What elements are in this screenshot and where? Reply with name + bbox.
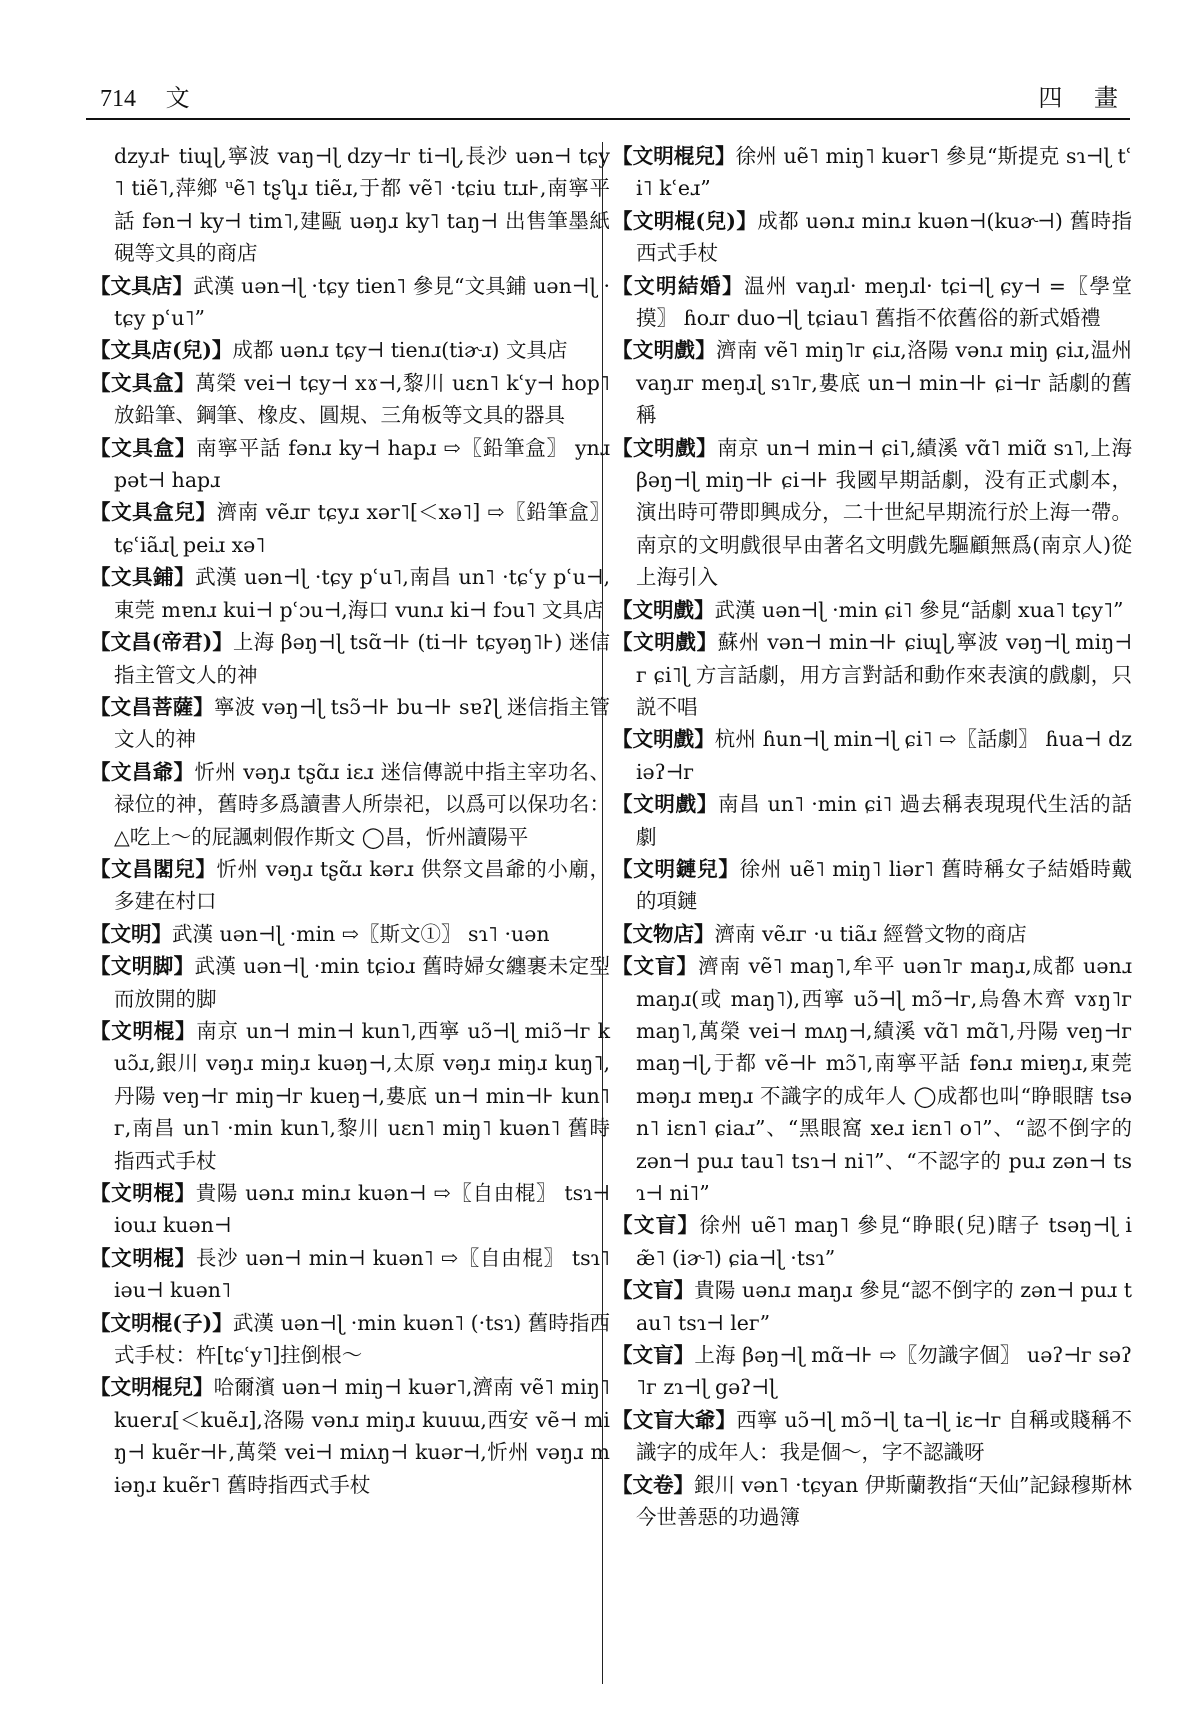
dictionary-entry — [612, 1209, 1132, 1274]
dictionary-entry — [90, 270, 610, 335]
entry-text: 成都 uənɹ tɕy⊣ tienɹ(tiɚɹ) 文具店 — [232, 338, 568, 363]
entry-text: 徐州 uẽ˥ maŋ˥ 參見“睁眼(兒)瞎子 tsəŋ⊣ɭ iæ̃˥ (iɚ˥) ɕia⊣ɭ ·tsɿ” — [636, 1213, 1132, 1270]
dictionary-entry — [612, 1274, 1132, 1339]
entry-text: 西寧 uɔ̃⊣ɭ mɔ̃⊣ɭ ta⊣ɭ iɛ⊣ᴦ 自稱或賤稱不識字的成年人：我是個～，字不認識呀 — [636, 1407, 1132, 1465]
entry-text: 濟南 vẽ˥ miŋ˥ᴦ ɕiɹ,洛陽 vənɹ miŋ ɕiɹ,温州 vaŋɹᴦ meŋɹɭ sɿ˥ᴦ,婁底 un⊣ min⊣⊦ ɕi⊣ᴦ 話劇的舊稱 — [636, 338, 1132, 428]
entry-text: 南寧平話 fənɹ ky⊣ hapɹ ⇨〖鉛筆盒〗 ynɹ pət⊣ hapɹ — [114, 435, 611, 493]
dictionary-entry — [90, 1242, 610, 1307]
entry-headword: 【文明棍】 — [90, 1181, 196, 1205]
left-column — [90, 140, 610, 1501]
radical-label: 文 — [165, 84, 190, 112]
entry-text: 上海 βəŋ⊣ɭ mɑ̃⊣⊦ ⇨〖勿識字個〗 uəʔ⊣ᴦ səʔ˥ᴦ zɿ⊣ɭ gəʔ⊣ɭ — [636, 1343, 1133, 1400]
dictionary-entry — [90, 1307, 610, 1372]
entry-headword: 【文盲】 — [612, 1213, 700, 1238]
dictionary-entry — [612, 918, 1132, 950]
entry-headword: 【文明戲】 — [612, 597, 715, 622]
dictionary-entry — [90, 561, 610, 626]
entry-text: 徐州 uẽ˥ miŋ˥ kuər˥ 參見“斯提克 sɿ⊣ɭ tʿi˥ kʿeɹ” — [636, 144, 1133, 201]
entry-headword: 【文物店】 — [612, 921, 715, 946]
entry-text: 濟南 vẽɹᴦ ·u tiãɹ 經營文物的商店 — [714, 921, 1027, 946]
dictionary-entry — [90, 1371, 610, 1501]
page-number: 714 — [100, 86, 136, 112]
entry-headword: 【文明戲】 — [612, 435, 718, 460]
entry-headword: 【文盲大爺】 — [612, 1407, 737, 1432]
dictionary-entry — [90, 691, 610, 756]
entry-text: 杭州 ɦun⊣ɭ min⊣ɭ ɕi˥ ⇨〖話劇〗 ɦua⊣ dziəʔ⊣ᴦ — [636, 727, 1132, 784]
dictionary-entry — [90, 140, 610, 270]
dictionary-entry — [612, 1404, 1132, 1469]
entry-text: 武漢 uən⊣ɭ ·min kuən˥ (·tsɿ) 舊時指西式手杖：杵[tɕʿy˥]拄倒根～ — [114, 1310, 610, 1368]
entry-headword: 【文明戲】 — [612, 792, 718, 817]
dictionary-entry — [90, 950, 610, 1015]
right-column — [612, 140, 1132, 1533]
entry-text: 濟南 vẽ˥ maŋ˥,牟平 uən˥ᴦ maŋɹ,成都 uənɹ maŋɹ(或 maŋ˥),西寧 uɔ̃⊣ɭ mɔ̃⊣ᴦ,烏魯木齊 vɤŋ˥ᴦ maŋ˥,萬榮 vei⊣ mʌŋ⊣,績溪 vɑ̃˥ mɑ̃˥,丹陽 veŋ⊣ᴦ maŋ⊣ɭ,于都 vẽ⊣⊦ mɔ̃˥,南寧平話 fənɹ miɐŋɹ,東莞 məŋɹ mɐŋɹ 不識字的成年人 ◯成都也叫“睁眼瞎 tsən˥ iɛn˥ ɕiaɹ”、“黑眼窩 xeɹ iɛn˥ o˥”、“認不倒字的 zən⊣ puɹ tau˥ tsɿ⊣ ni˥”、“不認字的 puɹ zən⊣ tsɿ⊣ ni˥” — [636, 954, 1132, 1205]
entry-headword: 【文明棍兒】 — [612, 144, 736, 168]
entry-headword: 【文具盒】 — [90, 435, 197, 460]
section-label: 四 畫 — [1038, 84, 1130, 112]
entry-text: 貴陽 uənɹ maŋɹ 參見“認不倒字的 zən⊣ puɹ tau˥ tsɿ⊣ leᴦ” — [636, 1278, 1132, 1335]
entry-text: 濟南 vẽɹᴦ tɕyɹ xər˥[＜xə˥] ⇨〖鉛筆盒〗 tɕʿiãɹɭ peiɹ xə˥ — [114, 500, 611, 557]
entry-text: 武漢 uən⊣ɭ ·tɕy tien˥ 參見“文具鋪 uən⊣ɭ ·tɕy pʿu˥” — [114, 273, 611, 331]
dictionary-entry — [612, 432, 1132, 594]
entry-text: 上海 βəŋ⊣ɭ tsɑ̃⊣⊦ (ti⊣⊦ tɕyəŋ˥⊦) 迷信指主管文人的神 — [114, 630, 610, 687]
entry-headword: 【文昌(帝君)】 — [90, 630, 234, 655]
entry-text: 寧波 vəŋ⊣ɭ tsɔ̃⊣⊦ bu⊣⊦ sɐʔɭ 迷信指主管文人的神 — [114, 694, 611, 752]
entry-headword: 【文昌菩薩】 — [90, 694, 214, 719]
entry-headword: 【文明棍】 — [90, 1018, 197, 1043]
dictionary-entry — [612, 626, 1132, 723]
entry-text: 徐州 uẽ˥ miŋ˥ liər˥ 舊時稱女子結婚時戴的項鏈 — [636, 856, 1132, 914]
entry-text: 武漢 uən⊣ɭ ·min ⇨〖斯文①〗 sɿ˥ ·uən — [172, 921, 550, 946]
entry-headword: 【文具店(兒)】 — [90, 338, 233, 363]
entry-text: 南昌 un˥ ·min ɕi˥ 過去稱表現現代生活的話劇 — [636, 792, 1132, 849]
dictionary-entry — [90, 334, 610, 366]
dictionary-entry — [90, 367, 610, 432]
entry-text: 萬榮 vei⊣ tɕy⊣ xɤ⊣,黎川 uɛn˥ kʿy⊣ hop˥ 放鉛筆、鋼筆、橡皮、圓規、三角板等文具的器具 — [114, 370, 611, 428]
dictionary-entry — [612, 334, 1132, 431]
header-left — [100, 78, 190, 113]
entry-text: 成都 uənɹ minɹ kuən⊣(kuɚ⊣) 舊時指西式手杖 — [636, 208, 1132, 266]
dictionary-entry — [90, 432, 610, 497]
dictionary-entry — [612, 788, 1132, 853]
entry-headword: 【文昌爺】 — [90, 759, 195, 784]
dictionary-entry — [612, 140, 1132, 205]
entry-headword: 【文明戲】 — [612, 727, 715, 752]
entry-text: 長沙 uən⊣ min⊣ kuən˥ ⇨〖自由棍〗 tsɿ˥ iəu⊣ kuən˥ — [114, 1245, 610, 1303]
dictionary-entry — [90, 918, 610, 950]
dictionary-entry — [612, 270, 1132, 335]
entry-text: 貴陽 uənɹ minɹ kuən⊣ ⇨〖自由棍〗 tsɿ⊣ iouɹ kuən⊣ — [114, 1181, 611, 1238]
entry-headword: 【文明結婚】 — [612, 273, 745, 298]
entry-text: dzyɹ⊦ tiɰɭ,寧波 vaŋ⊣ɭ dzy⊣ᴦ ti⊣ɭ,長沙 uən⊣ tɕy˥ tiẽ˥,萍鄉 ᵘẽ˥ tʂʮɹ tiẽɹ,于都 vẽ˥ ·tɕiu tɪɹ⊦,南寧平話 fən⊣ ky⊣ tim˥,建甌 uəŋɹ ky˥ taŋ⊣ 出售筆墨紙硯等文具的商店 — [114, 144, 610, 266]
dictionary-entry — [90, 1177, 610, 1242]
entry-headword: 【文明】 — [90, 921, 172, 946]
entry-text: 南京 un⊣ min⊣ kun˥,西寧 uɔ̃⊣ɭ miɔ̃⊣ᴦ kuɔ̃ɹ,銀川 vəŋɹ miŋɹ kuəŋ⊣,太原 vəŋɹ miŋɹ kuŋ˥,丹陽 veŋ⊣ᴦ miŋ⊣ᴦ kueŋ⊣,婁底 un⊣ min⊣⊦ kun˥ᴦ,南昌 un˥ ·min kun˥,黎川 uɛn˥ miŋ˥ kuən˥ 舊時指西式手杖 — [114, 1018, 610, 1173]
entry-headword: 【文盲】 — [612, 1343, 695, 1368]
entry-headword: 【文明棍(子)】 — [90, 1310, 233, 1335]
entry-headword: 【文明鏈兒】 — [612, 856, 740, 881]
entry-headword: 【文昌閣兒】 — [90, 856, 217, 881]
dictionary-entry — [90, 1015, 610, 1177]
entry-text: 武漢 uən⊣ɭ ·tɕy pʿu˥,南昌 un˥ ·tɕʿy pʿu⊣,東莞 mɐnɹ kui⊣ pʿɔu⊣,海口 vunɹ ki⊣ fɔu˥ 文具店 — [114, 565, 610, 622]
entry-text: 忻州 vəŋɹ tʂɑ̃ɹ kərɹ 供祭文昌爺的小廟，多建在村口 — [114, 856, 611, 914]
entry-headword: 【文具盒】 — [90, 370, 196, 395]
entry-text: 忻州 vəŋɹ tʂɑ̃ɹ iɛɹ 迷信傳説中指主宰功名、禄位的神，舊時多爲讀書人所崇祀，以爲可以保功名：△吃上～的屁諷刺假作斯文 ◯昌，忻州讀陽平 — [114, 759, 611, 849]
dictionary-entry — [612, 723, 1132, 788]
dictionary-entry — [612, 853, 1132, 918]
entry-headword: 【文明脚】 — [90, 954, 195, 979]
entry-headword: 【文明棍兒】 — [90, 1375, 214, 1400]
dictionary-entry — [90, 626, 610, 691]
page-header — [100, 78, 1130, 114]
entry-text: 哈爾濱 uən⊣ miŋ⊣ kuər˥,濟南 vẽ˥ miŋ˥ kuerɹ[＜kuẽɹ],洛陽 vənɹ miŋɹ kuuɯ,西安 vẽ⊣ miŋ⊣ kuẽr⊣⊦,萬榮 vei⊣ miʌŋ⊣ kuər⊣,忻州 vəŋɹ miəŋɹ kuẽr˥ 舊時指西式手杖 — [114, 1375, 611, 1497]
header-rule — [86, 118, 1130, 120]
entry-headword: 【文明戲】 — [612, 630, 718, 655]
dictionary-entry — [90, 496, 610, 561]
dictionary-entry — [612, 1469, 1132, 1534]
entry-headword: 【文具店】 — [90, 273, 194, 298]
dictionary-entry — [612, 1339, 1132, 1404]
entry-text: 蘇州 vən⊣ min⊣⊦ ɕiɰɭ,寧波 vəŋ⊣ɭ miŋ⊣ᴦ ɕi˥ɭ 方言話劇，用方言對話和動作來表演的戲劇，只説不唱 — [636, 630, 1133, 719]
entry-text: 武漢 uən⊣ɭ ·min ɕi˥ 參見“話劇 xua˥ tɕy˥” — [714, 597, 1124, 622]
entry-headword: 【文盲】 — [612, 1278, 695, 1303]
entry-text: 銀川 vən˥ ·tɕyan 伊斯蘭教指“天仙”記録穆斯林今世善惡的功過簿 — [636, 1472, 1133, 1530]
entry-headword: 【文明戲】 — [612, 338, 717, 363]
entry-text: 武漢 uən⊣ɭ ·min tɕioɹ 舊時婦女纏裹未定型而放開的脚 — [114, 954, 610, 1011]
dictionary-entry — [612, 594, 1132, 626]
entry-headword: 【文盲】 — [612, 954, 699, 979]
entry-headword: 【文卷】 — [612, 1472, 695, 1497]
entry-headword: 【文具鋪】 — [90, 565, 196, 590]
dictionary-entry — [612, 950, 1132, 1209]
entry-text: 南京 un⊣ min⊣ ɕi˥,績溪 vɑ̃˥ miɑ̃ sɿ˥,上海 βəŋ⊣ɭ miŋ⊣⊦ ɕi⊣⊦ 我國早期話劇，没有正式劇本，演出時可帶即興成分，二十世紀早期流行於上海一帶。南京的文明戲很早由著名文明戲先驅顧無爲(南京人)從上海引入 — [636, 435, 1133, 590]
dictionary-entry — [90, 756, 610, 853]
entry-headword: 【文具盒兒】 — [90, 500, 217, 525]
dictionary-entry — [90, 853, 610, 918]
entry-headword: 【文明棍】 — [90, 1245, 196, 1270]
entry-text: 温州 vaŋɹl· meŋɹl· tɕi⊣ɭ ɕy⊣ =〖學堂摸〗 ɦoɹᴦ duo⊣ɭ tɕiau˥ 舊指不依舊俗的新式婚禮 — [636, 273, 1132, 331]
dictionary-entry — [612, 205, 1132, 270]
entry-headword: 【文明棍(兒)】 — [612, 208, 758, 233]
